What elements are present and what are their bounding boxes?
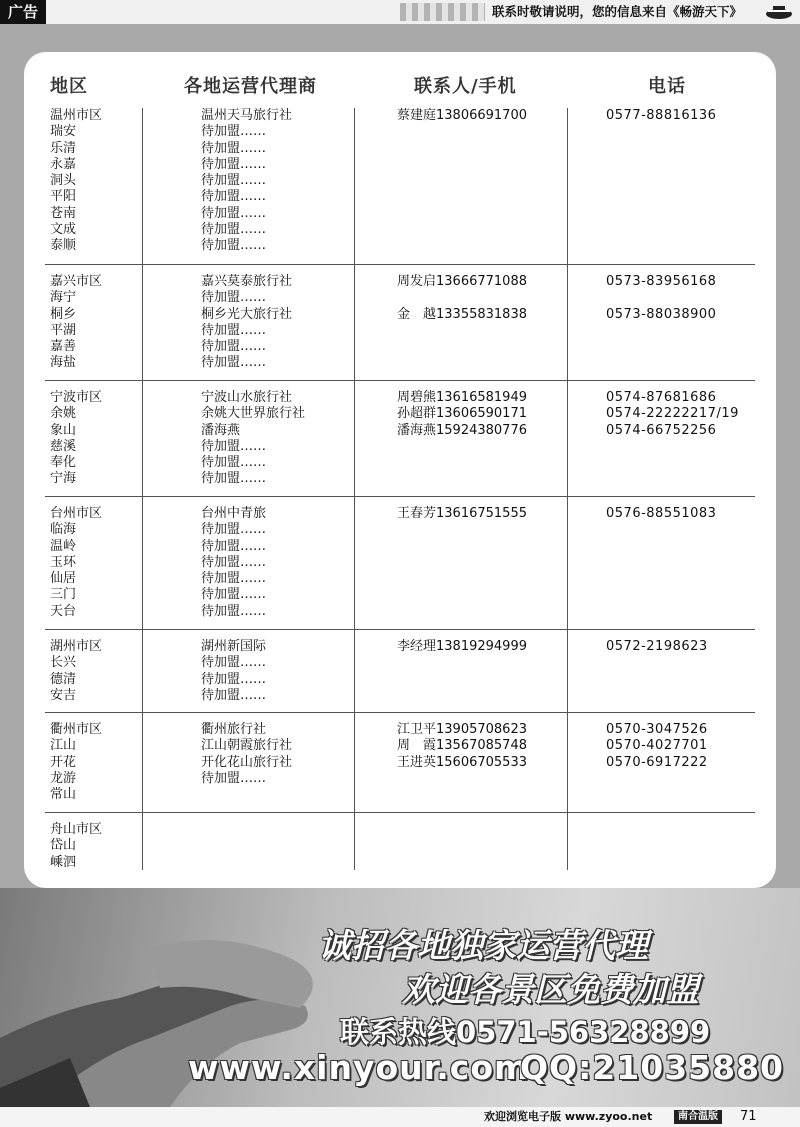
phone-cell: 0572-2198623 [606,639,708,654]
region-cell: 宁海 [50,471,77,487]
region-cell: 仙居 [50,571,77,587]
contact-cell: 周发启13666771088 [397,274,527,289]
region-cell: 安吉 [50,687,77,703]
agent-cell: 待加盟…… [201,671,267,687]
region-cell: 天台 [50,603,77,619]
agent-cell: 待加盟…… [201,538,267,554]
agent-cell: 待加盟…… [201,355,267,371]
column-divider [567,108,568,870]
region-cell-group [50,639,102,704]
region-cell: 乐清 [50,140,77,156]
edition-badge: 南合温版 [674,1110,722,1124]
region-cell: 宁波市区 [50,390,103,405]
region-cell: 岱山 [50,838,77,854]
agent-cell-group [201,274,292,372]
region-cell: 泰顺 [50,238,77,254]
agent-cell: 待加盟…… [201,124,267,140]
region-cell: 德清 [50,671,77,687]
region-cell: 常山 [50,787,77,803]
phone-cell-group [606,108,716,124]
region-cell: 温州市区 [50,108,103,123]
magazine-logo-icon [764,4,794,20]
phone-cell: 0570-3047526 [606,722,708,737]
agent-cell: 待加盟…… [201,189,267,205]
region-cell: 平阳 [50,189,77,205]
top-header-bar [0,0,800,24]
contact-cell-group [397,639,527,655]
region-cell: 长兴 [50,655,77,671]
agent-cell: 潘海燕 [201,422,241,438]
phone-cell-group [606,506,716,522]
contact-cell: 王春芳13616751555 [397,506,527,521]
recruit-banner [0,888,800,1107]
column-divider [142,108,143,870]
row-divider [45,629,755,630]
agent-cell: 开化花山旅行社 [201,754,293,770]
contact-cell: 孙超群13606590171 [397,406,527,422]
phone-cell-group [606,722,708,771]
row-divider [45,380,755,381]
region-cell: 嵊泗 [50,854,77,870]
phone-cell: 0573-88038900 [606,306,717,322]
page-number: 71 [740,1109,757,1124]
contact-cell: 李经理13819294999 [397,639,527,654]
contact-cell: 王进英15606705533 [397,754,527,770]
agent-cell-group [201,390,305,488]
contact-cell: 金 越13355831838 [397,306,527,322]
region-cell: 苍南 [50,205,77,221]
region-cell: 洞头 [50,173,77,189]
contact-cell: 周碧熊13616581949 [397,390,527,405]
slogan-line-1: 诚招各地独家运营代理 [318,926,648,965]
phone-cell [606,290,716,306]
phone-cell-group [606,639,708,655]
phone-cell: 0576-88551083 [606,506,717,521]
region-cell: 温岭 [50,538,77,554]
region-cell: 开花 [50,754,77,770]
region-cell: 文成 [50,222,77,238]
slogan-line-2: 欢迎各景区免费加盟 [402,970,699,1009]
region-cell: 余姚 [50,406,77,422]
website-link[interactable]: www.xinyour.com [188,1048,530,1087]
agent-cell: 桐乡光大旅行社 [201,306,293,322]
region-cell: 龙游 [50,770,77,786]
region-cell: 慈溪 [50,438,77,454]
phone-cell: 0574-87681686 [606,390,717,405]
agent-cell: 待加盟…… [201,655,267,671]
contact-cell-group [397,274,527,323]
phone-cell: 0570-4027701 [606,738,708,754]
column-header-region: 地区 [50,76,88,97]
region-cell-group [50,822,102,871]
agent-cell: 待加盟…… [201,471,267,487]
hotline-text: 联系热线0571-56328899 [340,1015,711,1049]
contact-cell-group [397,108,527,124]
agent-cell: 待加盟…… [201,322,267,338]
region-cell-group [50,506,102,620]
region-cell: 桐乡 [50,306,77,322]
agent-cell: 待加盟…… [201,687,267,703]
agent-cell: 待加盟…… [201,438,267,454]
region-cell-group [50,722,102,803]
agent-cell: 余姚大世界旅行社 [201,406,306,422]
agent-cell: 待加盟…… [201,222,267,238]
agent-cell: 宁波山水旅行社 [201,390,293,405]
agent-cell: 待加盟…… [201,290,267,306]
region-cell: 三门 [50,587,77,603]
agent-cell: 嘉兴莫泰旅行社 [201,274,293,289]
agent-cell-group [201,108,292,255]
agent-cell: 待加盟…… [201,205,267,221]
contact-cell-group [397,506,527,522]
agent-cell: 待加盟…… [201,140,267,156]
agent-cell: 待加盟…… [201,455,267,471]
agent-cell: 待加盟…… [201,571,267,587]
region-cell: 台州市区 [50,506,103,521]
agent-cell: 温州天马旅行社 [201,108,293,123]
footer-text: 欢迎浏览电子版 www.zyoo.net [484,1110,653,1123]
region-cell: 玉环 [50,554,77,570]
column-header-contact: 联系人/手机 [414,76,517,97]
agent-cell-group [201,506,266,620]
agent-cell: 待加盟…… [201,156,267,172]
row-divider [45,496,755,497]
row-divider [45,812,755,813]
agent-cell: 待加盟…… [201,603,267,619]
region-cell: 舟山市区 [50,822,103,837]
page-footer [0,1107,800,1127]
row-divider [45,712,755,713]
region-cell: 衢州市区 [50,722,103,737]
agent-cell: 待加盟…… [201,339,267,355]
qq-number: QQ:21035880 [520,1048,784,1087]
column-divider [354,108,355,870]
region-cell: 湖州市区 [50,639,103,654]
agent-cell: 衢州旅行社 [201,722,267,737]
contact-cell: 蔡建庭13806691700 [397,108,527,123]
source-note: 联系时敬请说明，您的信息来自《畅游天下》 [492,4,743,19]
agent-cell: 湖州新国际 [201,639,267,654]
phone-cell-group [606,274,716,323]
region-cell: 瑞安 [50,124,77,140]
phone-cell: 0574-66752256 [606,422,717,438]
agent-cell: 待加盟…… [201,587,267,603]
agent-cell: 江山朝霞旅行社 [201,738,293,754]
contact-cell-group [397,390,527,439]
region-cell: 平湖 [50,322,77,338]
agent-cell-group [201,722,292,787]
region-cell: 嘉兴市区 [50,274,103,289]
contact-cell-group [397,722,527,771]
region-cell-group [50,390,102,488]
region-cell-group [50,108,102,255]
column-header-phone: 电话 [648,76,686,97]
region-cell: 嘉善 [50,339,77,355]
contact-cell: 周 霞13567085748 [397,738,527,754]
region-cell-group [50,274,102,372]
column-header-agent: 各地运营代理商 [184,76,317,97]
agent-cell: 待加盟…… [201,770,267,786]
agent-cell-group [201,639,266,704]
region-cell: 奉化 [50,455,77,471]
region-cell: 永嘉 [50,156,77,172]
contact-cell: 潘海燕15924380776 [397,422,527,438]
phone-cell: 0573-83956168 [606,274,717,289]
phone-cell: 0570-6917222 [606,754,708,770]
region-cell: 临海 [50,522,77,538]
agent-cell: 待加盟…… [201,554,267,570]
region-cell: 海盐 [50,355,77,371]
contact-cell [397,290,527,306]
checker-decoration [400,3,485,21]
phone-cell: 0574-22222217/19 [606,406,739,422]
phone-cell: 0577-88816136 [606,108,717,123]
region-cell: 江山 [50,738,77,754]
agent-cell: 待加盟…… [201,238,267,254]
agent-cell: 待加盟…… [201,522,267,538]
region-cell: 象山 [50,422,77,438]
phone-cell-group [606,390,739,439]
agent-cell: 台州中青旅 [201,506,267,521]
ad-label: 广告 [0,0,46,24]
region-cell: 海宁 [50,290,77,306]
row-divider [45,264,755,265]
contact-cell: 江卫平13905708623 [397,722,527,737]
agent-cell: 待加盟…… [201,173,267,189]
